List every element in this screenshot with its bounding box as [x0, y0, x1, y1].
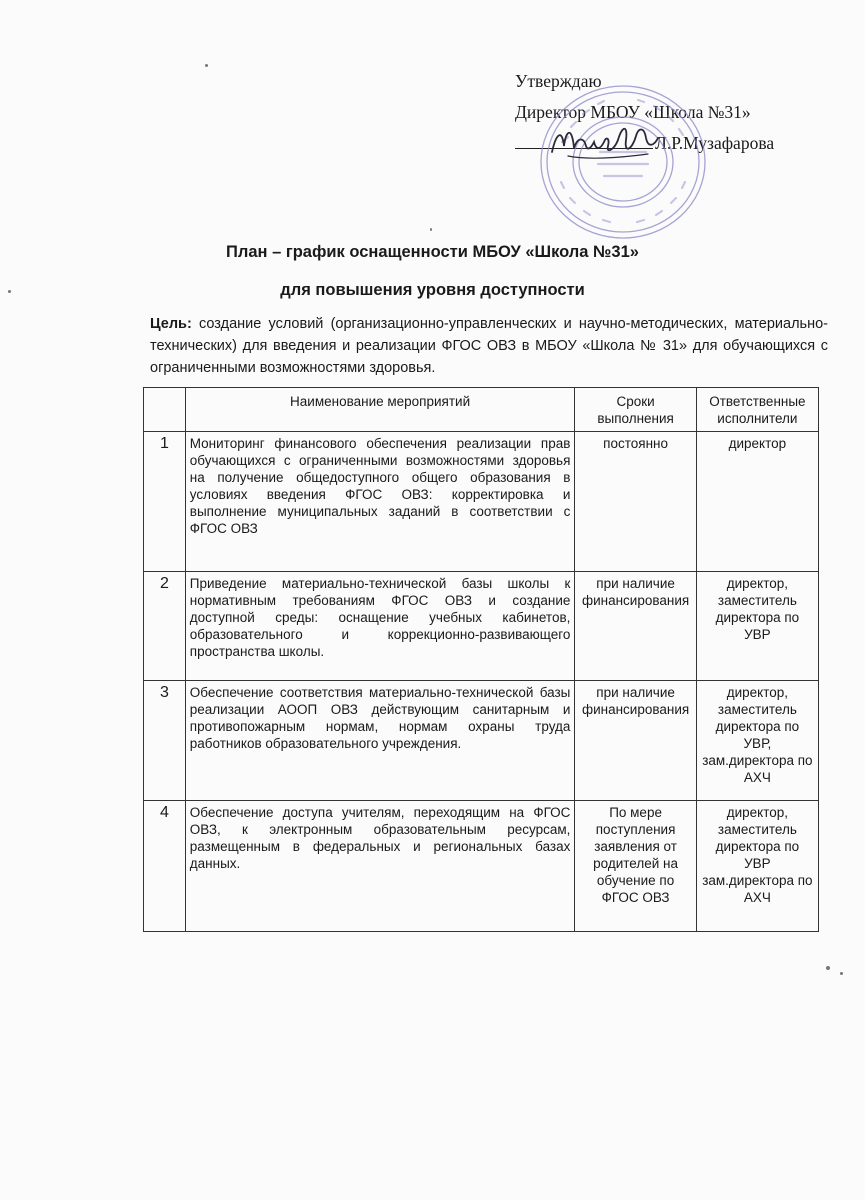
plan-title: План – график оснащенности МБОУ «Школа №31» — [226, 243, 639, 261]
row-resp: директор, заместитель директора по УВР зам.директора по АХЧ — [696, 801, 818, 932]
header-num — [144, 388, 186, 432]
row-num: 1 — [144, 432, 186, 572]
table-row — [144, 432, 819, 572]
table-row — [144, 681, 819, 801]
scan-speck — [8, 290, 11, 293]
table-row — [144, 572, 819, 681]
header-name: Наименование мероприятий — [185, 388, 575, 432]
row-name: Приведение материально-технической базы школы к нормативным требованиям ФГОС ОВЗ и создание доступной среды: оснащение учебных кабинетов, образовательного и коррекционно-развивающего пространства школы. — [185, 572, 575, 681]
row-name: Обеспечение соответствия материально-технической базы реализации АООП ОВЗ действующим санитарным и противопожарным нормам, нормам охраны труда работников образовательного учреждения. — [185, 681, 575, 801]
row-name: Мониторинг финансового обеспечения реализации прав обучающихся с ограниченными возможностями здоровья на получение общедоступного общего образования в условиях введения ФГОС ОВЗ: корректировка и выполнение муниципальных заданий в соответствии с ФГОС ОВЗ — [185, 432, 575, 572]
table-row — [144, 801, 819, 932]
table-header-row — [144, 388, 819, 432]
row-num: 4 — [144, 801, 186, 932]
handwritten-signature — [548, 116, 668, 166]
row-num: 2 — [144, 572, 186, 681]
row-num: 3 — [144, 681, 186, 801]
goal-label: Цель: — [150, 316, 192, 332]
plan-table — [143, 387, 819, 932]
row-resp: директор, заместитель директора по УВР, зам.директора по АХЧ — [696, 681, 818, 801]
header-resp: Ответственные исполнители — [696, 388, 818, 432]
scan-speck — [205, 64, 208, 67]
row-resp: директор, заместитель директора по УВР — [696, 572, 818, 681]
approve-word: Утверждаю — [515, 71, 602, 91]
scan-speck — [826, 966, 830, 970]
approver-position: Директор МБОУ «Школа №31» — [515, 102, 751, 122]
header-term: Сроки выполнения — [575, 388, 696, 432]
scan-speck — [430, 228, 432, 231]
scan-speck — [840, 972, 843, 975]
row-term: постоянно — [575, 432, 696, 572]
row-term: при наличие финансирования — [575, 572, 696, 681]
row-term: По мере поступления заявления от родителей на обучение по ФГОС ОВЗ — [575, 801, 696, 932]
goal-paragraph — [150, 313, 828, 379]
row-resp: директор — [696, 432, 818, 572]
plan-subtitle: для повышения уровня доступности — [280, 281, 585, 299]
row-name: Обеспечение доступа учителям, переходящим на ФГОС ОВЗ, к электронным образовательным ресурсам, размещенным в федеральных и региональных базах данных. — [185, 801, 575, 932]
goal-text: создание условий (организационно-управленческих и научно-методических, материально-технических) для введения и реализации ФГОС ОВЗ в МБОУ «Школа № 31» для обучающихся с ограниченными возможностями здоровья. — [150, 316, 828, 376]
signer-name: Л.Р.Музафарова — [655, 133, 775, 153]
row-term: при наличие финансирования — [575, 681, 696, 801]
